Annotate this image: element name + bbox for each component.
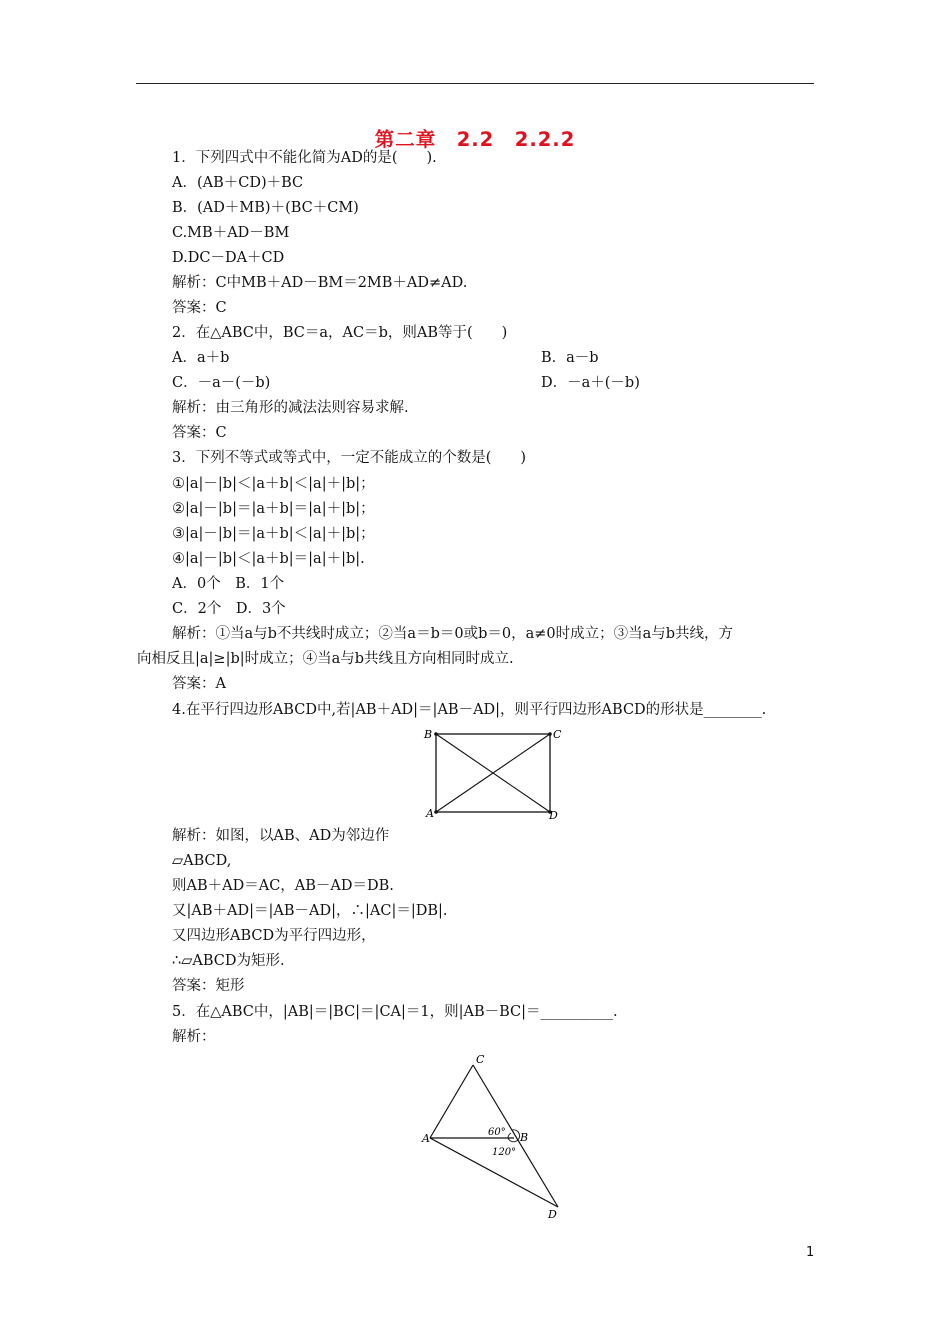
q2-option-a: A．a＋b [172, 350, 230, 366]
q1-answer: 答案：C [172, 300, 227, 316]
q4-analysis-line-5: 又四边形ABCD为平行四边形， [172, 928, 376, 944]
q3-statement-1: ①|a|－|b|＜|a＋b|＜|a|＋|b|； [172, 476, 375, 492]
q2-answer: 答案：C [172, 425, 227, 441]
page-number: 1 [806, 1245, 815, 1260]
q3-statement-2: ②|a|－|b|＝|a＋b|＝|a|＋|b|； [172, 501, 375, 517]
q2-option-d: D．－a＋(－b) [541, 375, 640, 391]
vertex-b-dot [434, 732, 438, 736]
label-b: B [424, 728, 433, 741]
q3-analysis-line-2: 向相反且|a|≥|b|时成立；④当a与b共线且方向相同时成立. [137, 651, 514, 667]
q4-analysis-line-2: ▱ABCD, [172, 853, 232, 869]
q4-stem: 4.在平行四边形ABCD中,若|AB＋AD|＝|AB－AD|，则平行四边形ABCD的形状是________. [172, 702, 767, 718]
label-d: D [548, 1208, 557, 1221]
q1-analysis: 解析：C中MB＋AD－BM＝2MB＋AD≠AD. [172, 275, 468, 291]
q3-statement-4: ④|a|－|b|＜|a＋b|＝|a|＋|b|. [172, 551, 365, 567]
rectangle-diagram [420, 724, 570, 824]
q3-options-cd: C．2个 D．3个 [172, 601, 286, 617]
label-c: C [476, 1053, 485, 1066]
q4-answer: 答案：矩形 [172, 978, 245, 994]
side-cd [473, 1065, 558, 1207]
q1-option-d: D.DC－DA＋CD [172, 250, 285, 266]
q1-stem: 1．下列四式中不能化简为AD的是( ). [172, 150, 437, 166]
q2-analysis: 解析：由三角形的减法法则容易求解. [172, 400, 409, 416]
q5-stem: 5．在△ABC中，|AB|＝|BC|＝|CA|＝1，则|AB－BC|＝__________. [172, 1004, 618, 1020]
q5-analysis: 解析： [172, 1029, 216, 1045]
q3-stem: 3．下列不等式或等式中，一定不能成立的个数是( ) [172, 450, 527, 466]
label-angle-60: 60° [488, 1127, 506, 1138]
label-d: D [549, 809, 558, 822]
label-a: A [422, 1132, 430, 1145]
label-angle-120: 120° [492, 1147, 517, 1158]
side-ca [430, 1065, 473, 1138]
q2-option-b: B．a－b [541, 350, 599, 366]
q4-analysis-line-1: 解析：如图，以AB、AD为邻边作 [172, 828, 390, 844]
q4-analysis-line-6: ∴▱ABCD为矩形. [172, 953, 285, 969]
angle-arc-60 [508, 1133, 511, 1138]
q1-option-c: C.MB＋AD－BM [172, 225, 290, 241]
q3-statement-3: ③|a|－|b|＝|a＋b|＜|a|＋|b|； [172, 526, 375, 542]
q4-analysis-line-4: 又|AB＋AD|＝|AB－AD|，∴|AC|＝|DB|. [172, 903, 448, 919]
label-a: A [426, 807, 434, 820]
q3-analysis-line-1: 解析：①当a与b不共线时成立；②当a＝b＝0或b＝0，a≠0时成立；③当a与b共线，方 [172, 626, 734, 642]
q2-option-c: C．－a－(－b) [172, 375, 271, 391]
q3-answer: 答案：A [172, 676, 226, 692]
header-rule [136, 83, 814, 84]
angle-arc-120 [508, 1130, 520, 1142]
vertex-a-dot [434, 810, 438, 814]
q1-option-b: B．(AD＋MB)＋(BC＋CM) [172, 200, 359, 216]
label-c: C [553, 728, 562, 741]
triangle-diagram [410, 1050, 580, 1225]
page-title: 第二章 2.2 2.2.2 [374, 128, 576, 151]
label-b: B [520, 1131, 529, 1144]
vertex-c-dot [548, 732, 552, 736]
q1-option-a: A．(AB＋CD)＋BC [172, 175, 304, 191]
q4-analysis-line-3: 则AB＋AD＝AC，AB－AD＝DB. [172, 878, 394, 894]
q3-options-ab: A．0个 B．1个 [172, 576, 285, 592]
q2-stem: 2．在△ABC中，BC＝a，AC＝b，则AB等于( ) [172, 325, 508, 341]
